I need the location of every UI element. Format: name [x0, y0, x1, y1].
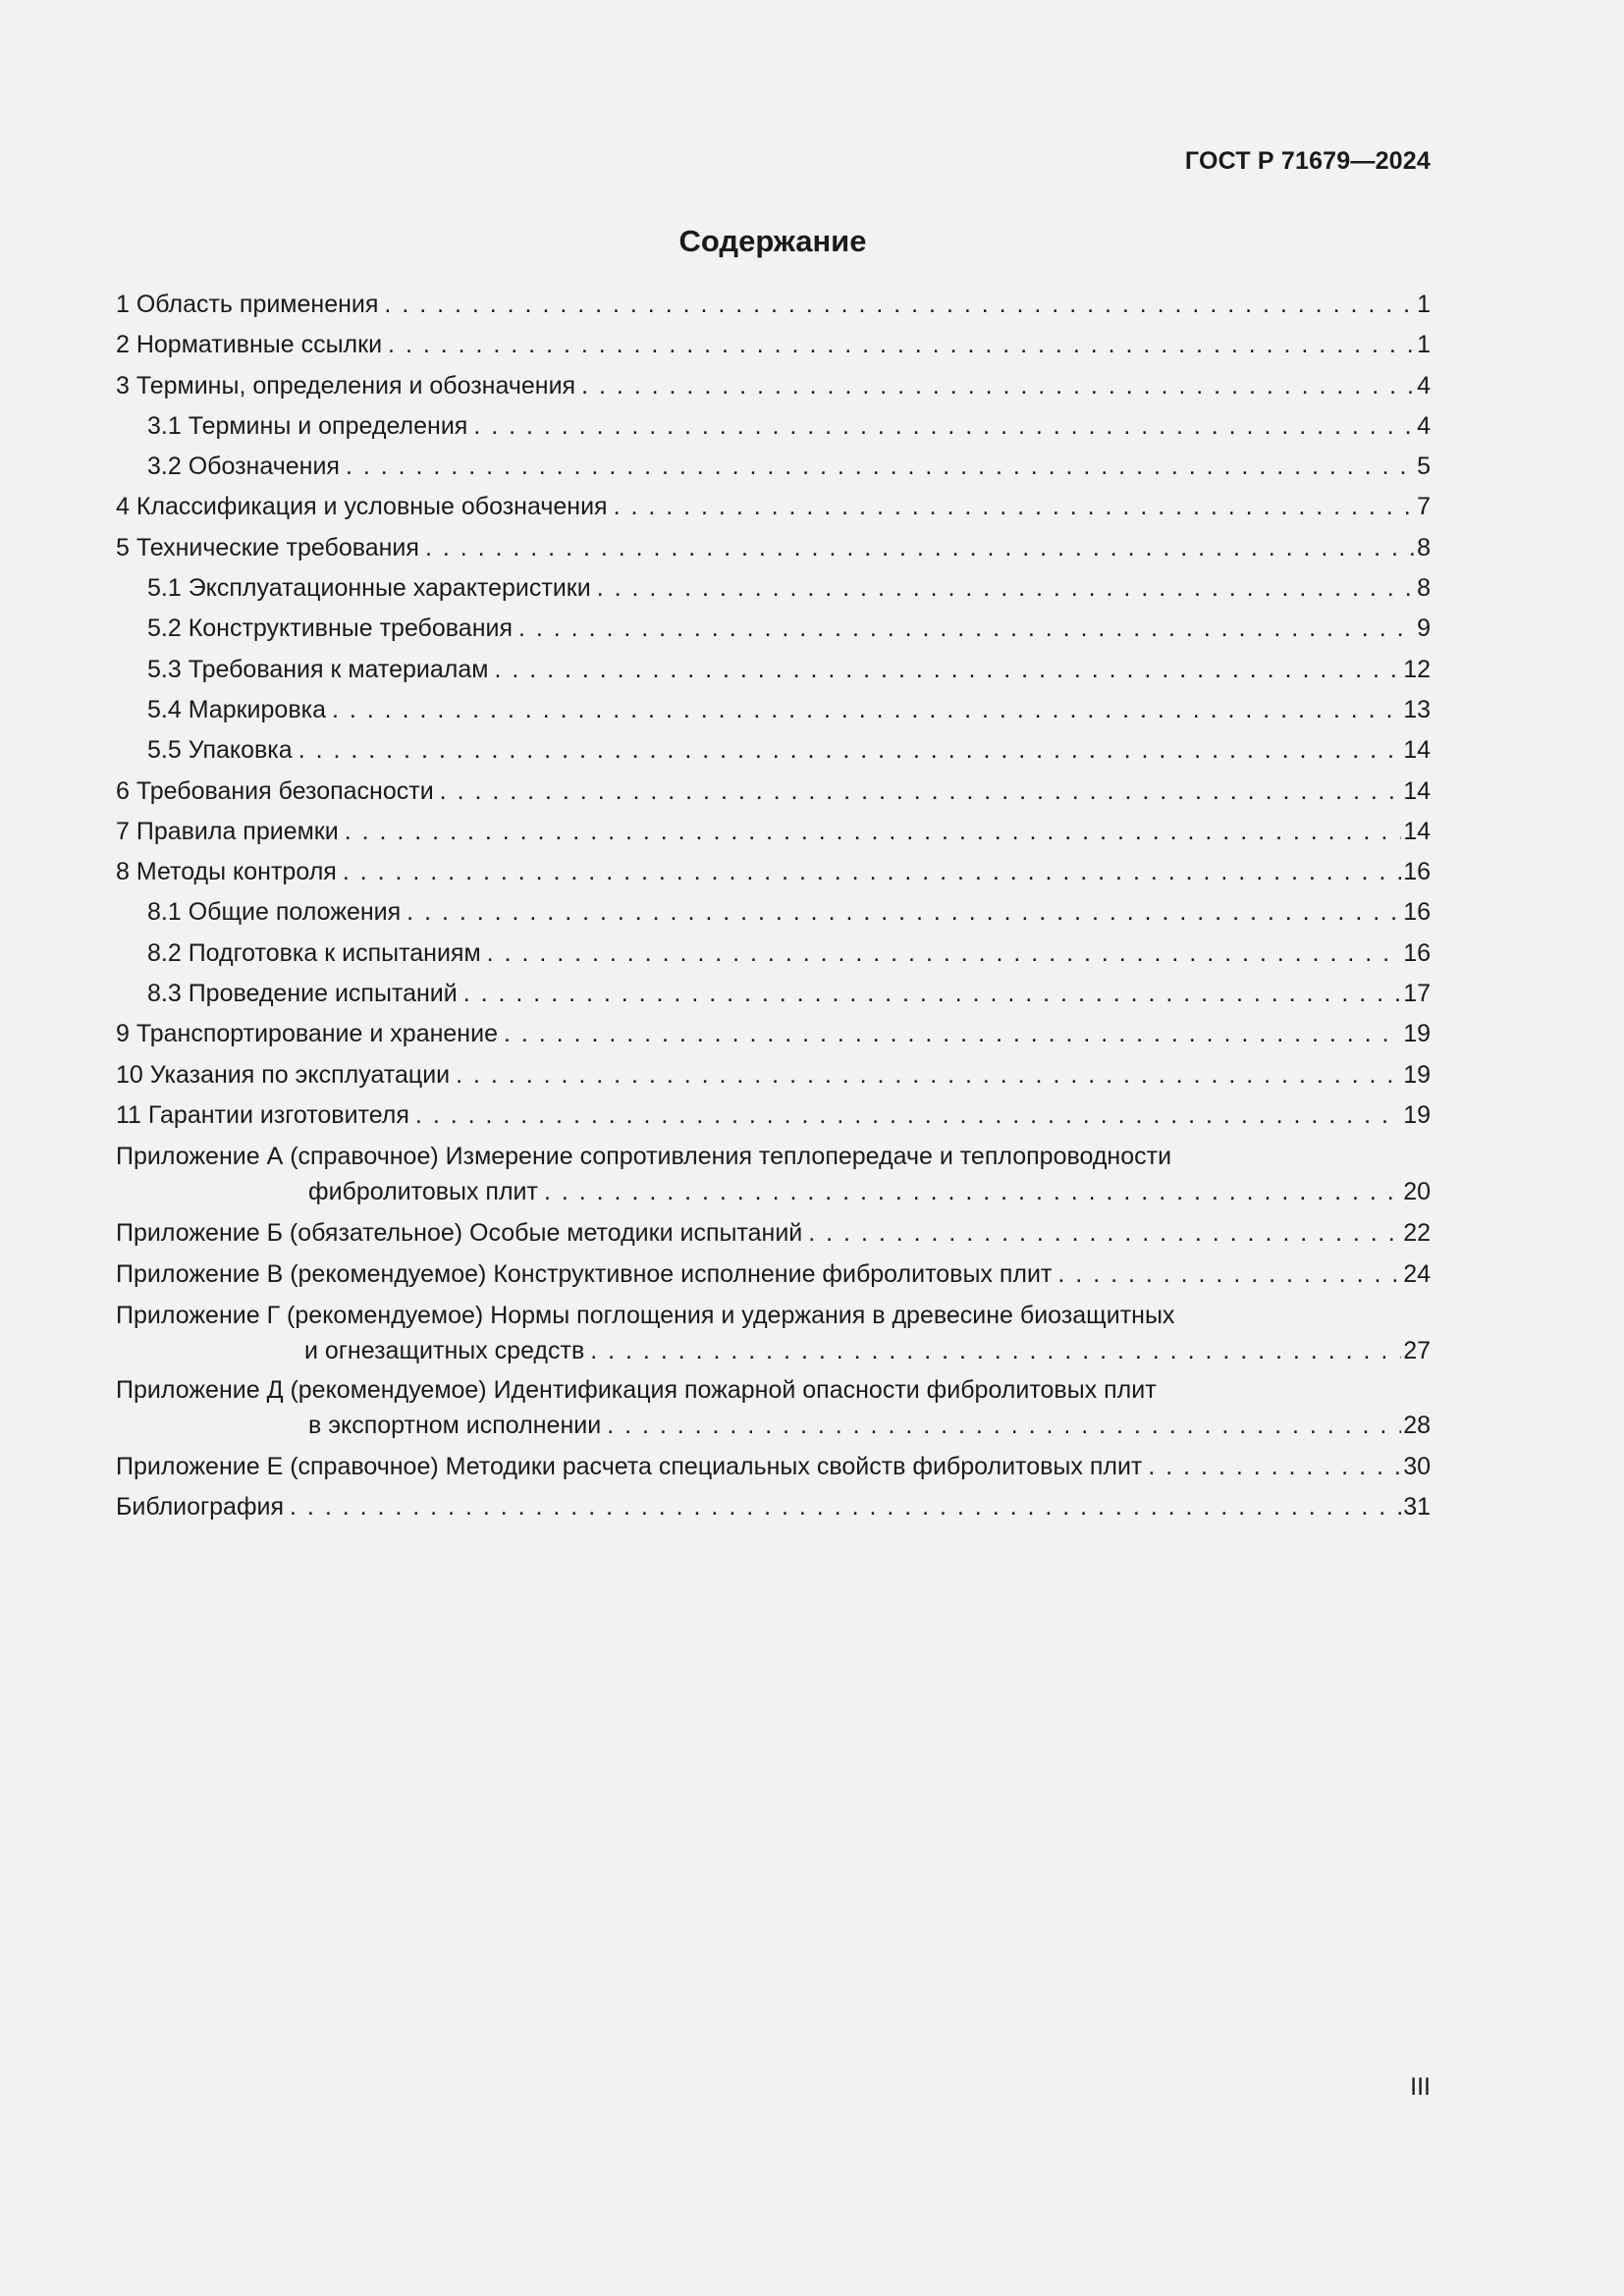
toc-entry-page: 24 — [1403, 1259, 1431, 1288]
toc-entry-page: 4 — [1417, 411, 1431, 440]
toc-leader-dots — [473, 406, 1415, 447]
toc-subentry[interactable] — [116, 609, 1431, 649]
toc-entry-text: в экспортном исполнении — [308, 1411, 602, 1439]
toc-entry-text: Приложение Е (справочное) Методики расчета специальных свойств фибролитовых плит — [116, 1452, 1143, 1480]
toc-entry-text: 9 Транспортирование и хранение — [116, 1020, 498, 1048]
toc-subentry[interactable] — [116, 568, 1431, 609]
toc-leader-dots — [607, 1407, 1401, 1444]
toc-entry-page: 12 — [1403, 655, 1431, 683]
toc-leader-dots — [384, 285, 1415, 325]
toc-subentry[interactable] — [116, 730, 1431, 771]
toc-subentry[interactable] — [116, 650, 1431, 690]
toc-leader-dots — [494, 650, 1401, 690]
toc-entry-page: 14 — [1403, 776, 1431, 805]
toc-entry-text: фибролитовых плит — [308, 1178, 538, 1206]
toc-appendix-entry[interactable] — [116, 1373, 1431, 1444]
toc-entry-page: 19 — [1403, 1100, 1431, 1129]
toc-entry[interactable] — [116, 528, 1431, 568]
toc-leader-dots — [581, 366, 1415, 406]
toc-entry[interactable] — [116, 772, 1431, 812]
page-number: III — [1410, 2073, 1431, 2101]
toc-entry-text: 8.3 Проведение испытаний — [147, 980, 458, 1008]
toc-entry-page: 16 — [1403, 938, 1431, 967]
toc-entry-page: 16 — [1403, 858, 1431, 886]
toc-leader-dots — [346, 447, 1415, 487]
table-of-contents — [116, 285, 1431, 1527]
toc-entry-text: 8 Методы контроля — [116, 858, 337, 886]
toc-entry[interactable] — [116, 325, 1431, 365]
toc-entry[interactable] — [116, 1014, 1431, 1054]
toc-entry-text: 4 Классификация и условные обозначения — [116, 493, 608, 521]
toc-entry-page: 1 — [1417, 291, 1431, 318]
toc-appendix-title: Приложение Г (рекомендуемое) Нормы поглощения и удержания в древесине биозащитных — [116, 1301, 1175, 1329]
toc-entry-text: 5.5 Упаковка — [147, 736, 293, 765]
toc-entry-page: 1 — [1417, 331, 1431, 359]
toc-leader-dots — [345, 812, 1401, 852]
toc-entry-text: 3 Термины, определения и обозначения — [116, 371, 576, 400]
toc-entry[interactable] — [116, 285, 1431, 325]
toc-entry-page: 28 — [1403, 1411, 1431, 1439]
toc-entry-page: 17 — [1403, 980, 1431, 1008]
toc-entry-page: 4 — [1417, 371, 1431, 400]
toc-entry-text: 5 Технические требования — [116, 533, 419, 561]
toc-leader-dots — [332, 690, 1401, 730]
toc-entry-text: 5.3 Требования к материалам — [147, 655, 489, 683]
toc-entry-page: 7 — [1417, 493, 1431, 521]
toc-entry[interactable] — [116, 487, 1431, 527]
toc-entry-page: 30 — [1403, 1452, 1431, 1480]
toc-entry[interactable] — [116, 812, 1431, 852]
toc-entry-text: Приложение В (рекомендуемое) Конструктивное исполнение фибролитовых плит — [116, 1259, 1053, 1288]
toc-leader-dots — [463, 974, 1401, 1014]
toc-entry-text: 8.2 Подготовка к испытаниям — [147, 938, 481, 967]
toc-leader-dots — [298, 730, 1401, 771]
toc-leader-dots — [456, 1055, 1401, 1095]
toc-entry-page: 8 — [1417, 533, 1431, 561]
toc-entry-text: 3.2 Обозначения — [147, 453, 340, 481]
document-code: ГОСТ Р 71679—2024 — [1184, 147, 1431, 175]
toc-appendix-entry[interactable] — [116, 1299, 1431, 1369]
toc-subentry[interactable] — [116, 974, 1431, 1014]
toc-entry-text: 5.2 Конструктивные требования — [147, 614, 513, 643]
toc-entry-text: 3.1 Термины и определения — [147, 411, 468, 440]
toc-entry-page: 14 — [1403, 736, 1431, 765]
toc-entry[interactable] — [116, 1055, 1431, 1095]
toc-entry[interactable] — [116, 852, 1431, 892]
toc-entry-text: 5.4 Маркировка — [147, 695, 326, 723]
toc-appendix-continuation — [116, 1407, 1431, 1444]
toc-entry-page: 19 — [1403, 1020, 1431, 1048]
toc-appendix-entry[interactable] — [116, 1447, 1431, 1487]
toc-leader-dots — [440, 772, 1402, 812]
toc-appendix-title: Приложение Д (рекомендуемое) Идентификация пожарной опасности фибролитовых плит — [116, 1375, 1157, 1404]
toc-appendix-entry[interactable] — [116, 1255, 1431, 1295]
toc-appendix-title: Приложение А (справочное) Измерение сопротивления теплопередаче и теплопроводности — [116, 1143, 1172, 1171]
toc-entry[interactable] — [116, 1095, 1431, 1136]
toc-entry-text: 7 Правила приемки — [116, 817, 339, 845]
toc-subentry[interactable] — [116, 934, 1431, 974]
toc-subentry[interactable] — [116, 690, 1431, 730]
toc-leader-dots — [425, 528, 1415, 568]
toc-title: Содержание — [678, 224, 867, 258]
toc-entry-text: 2 Нормативные ссылки — [116, 331, 383, 359]
toc-entry-page: 19 — [1403, 1060, 1431, 1089]
toc-entry-page: 16 — [1403, 898, 1431, 927]
toc-leader-dots — [590, 1332, 1401, 1369]
toc-entry[interactable] — [116, 366, 1431, 406]
toc-entry-page: 13 — [1403, 695, 1431, 723]
toc-appendix-entry[interactable] — [116, 1140, 1431, 1210]
toc-entry-text: Библиография — [116, 1493, 285, 1522]
toc-entry-text: и огнезащитных средств — [304, 1336, 585, 1364]
toc-entry-text: Приложение Б (обязательное) Особые методики испытаний — [116, 1219, 803, 1248]
toc-appendix-continuation — [116, 1332, 1431, 1369]
toc-leader-dots — [1057, 1255, 1401, 1295]
toc-entry-text: 6 Требования безопасности — [116, 776, 434, 805]
toc-leader-dots — [1148, 1447, 1401, 1487]
toc-leader-dots — [597, 568, 1415, 609]
toc-leader-dots — [388, 325, 1415, 365]
toc-entry-text: 8.1 Общие положения — [147, 898, 402, 927]
toc-entry-text: 10 Указания по эксплуатации — [116, 1060, 451, 1089]
toc-entry-text: 5.1 Эксплуатационные характеристики — [147, 574, 591, 603]
toc-entry-page: 9 — [1417, 614, 1431, 643]
toc-entry-page: 27 — [1403, 1336, 1431, 1364]
toc-entry-text: 11 Гарантии изготовителя — [116, 1100, 409, 1129]
toc-leader-dots — [808, 1213, 1401, 1254]
toc-leader-dots — [343, 852, 1401, 892]
toc-leader-dots — [504, 1014, 1401, 1054]
toc-appendix-continuation — [116, 1173, 1431, 1210]
toc-entry-page: 22 — [1403, 1219, 1431, 1248]
toc-entry-text: 1 Область применения — [116, 291, 379, 318]
toc-entry-page: 31 — [1403, 1493, 1431, 1522]
toc-entry-page: 14 — [1403, 817, 1431, 845]
toc-entry-page: 5 — [1417, 453, 1431, 481]
toc-entry-page: 20 — [1403, 1178, 1431, 1206]
toc-leader-dots — [415, 1095, 1401, 1136]
toc-subentry[interactable] — [116, 892, 1431, 933]
toc-subentry[interactable] — [116, 406, 1431, 447]
toc-leader-dots — [518, 609, 1415, 649]
toc-appendix-entry[interactable] — [116, 1213, 1431, 1254]
toc-leader-dots — [290, 1487, 1401, 1527]
toc-leader-dots — [614, 487, 1416, 527]
toc-leader-dots — [487, 934, 1402, 974]
toc-subentry[interactable] — [116, 447, 1431, 487]
toc-leader-dots — [544, 1173, 1401, 1210]
toc-entry-page: 8 — [1417, 574, 1431, 603]
toc-leader-dots — [406, 892, 1401, 933]
toc-bibliography-entry[interactable] — [116, 1487, 1431, 1527]
